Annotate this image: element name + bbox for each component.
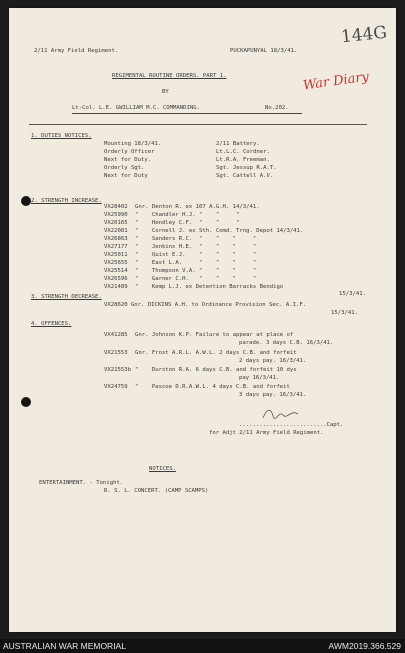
service-number: VX21553 [104,350,128,356]
entertainment-detail: R. S. L. CONCERT. (CAMP SCAMPS) [104,488,209,494]
duty-label: Next for Duty. [104,157,152,163]
service-number: VX26863 [104,236,128,242]
service-number: VX21489 [104,284,128,290]
offence-entry: " Durston R.A. 6 days C.B. and forfeit 10 dys [135,367,297,373]
service-number: VX25514 [104,268,128,274]
service-number: VX25655 [104,260,128,266]
archive-number-annotation: 144G [340,22,388,48]
duty-value: Lt.L.C. Cordner. [216,149,270,155]
by-word: BY [162,89,169,95]
strength-increase-heading: 2. STRENGTH INCREASE. [31,198,102,204]
offence-entry: parade. 3 days C.B. 16/3/41. [239,340,334,346]
personnel-entry: " Cornell J. ex Sth. Comd. Trng. Depot 14/3/41. [135,228,304,234]
war-diary-annotation: War Diary [302,69,370,94]
personnel-entry: " Chandler H.J. " " " [135,212,240,218]
personnel-entry: " Sanders R.C. " " " " [135,236,257,242]
duty-value: Lt.R.A. Freeman. [216,157,270,163]
duty-label: Next for Duty [104,173,148,179]
footer-bar [0,639,405,653]
duty-label: Mounting 18/3/41. [104,141,162,147]
signature-line: ..........................Capt. [239,422,344,428]
service-number: VX25011 [104,252,128,258]
personnel-entry: " East L.A. " " " " [135,260,257,266]
duty-value: 2/11 Battery. [216,141,260,147]
offence-entry: pay 16/3/41. [239,375,280,381]
service-number: VX25990 [104,212,128,218]
footer-institution: AUSTRALIAN WAR MEMORIAL [3,641,126,651]
personnel-entry: " Quist E.J. " " " " [135,252,257,258]
offence-entry: 2 days pay. 16/3/41. [239,358,307,364]
offence-entry: 3 days pay. 16/3/41. [239,392,307,398]
decrease-entry: VX28620 Gnr. DICKINS A.H. to Ordinance Provision Sec. A.I.F. [104,302,307,308]
signature-for: for Adjt 2/11 Army Field Regiment. [209,430,324,436]
entry-date: 15/3/41. [331,310,358,316]
header-divider [29,124,367,125]
duty-label: Orderly Officer [104,149,155,155]
personnel-entry: " Hendley C.F. " " " [135,220,240,226]
personnel-entry: " Kemp L.J. ex Detention Barracks Bendigo [135,284,284,290]
duty-value: Sgt. Jessup R.A.T. [216,165,277,171]
strength-decrease-heading: 3. STRENGTH DECREASE. [31,294,102,300]
service-number: VX27177 [104,244,128,250]
service-number: VX41285 [104,332,128,338]
commanding-officer: Lt-Col. L.E. GWILLIAM M.C. COMMANDING. [72,105,200,111]
offence-entry: Gnr. Frost A.R.L. A.W.L. 2 days C.B. and forfeit [135,350,297,356]
service-number: VX20165 [104,220,128,226]
entry-date: 15/3/41. [339,291,366,297]
offence-entry: " Pascoe D.R.A.W.L. 4 days C.B. and forfeit [135,384,290,390]
service-number: VX21553b [104,367,131,373]
personnel-entry: " Jenkins H.E. " " " " [135,244,257,250]
order-number: No.202. [265,105,289,111]
personnel-entry: " Thompson V.A. " " " " [135,268,257,274]
document-title: REGIMENTAL ROUTINE ORDERS. PART 1. [112,73,227,79]
service-number: VX28402 [104,204,128,210]
offence-entry: Gnr. Johnson K.P. Failure to appear at place of [135,332,294,338]
service-number: VX26596 [104,276,128,282]
duty-label: Orderly Sgt. [104,165,145,171]
offences-heading: 4. OFFENCES. [31,321,72,327]
personnel-entry: Gnr. Denton R. ex 107 A.G.H. 14/3/41. [135,204,260,210]
entertainment-line: ENTERTAINMENT. - Tonight. [39,480,124,486]
title-underline [72,113,302,114]
service-number: VX22081 [104,228,128,234]
document-page [9,8,396,632]
punch-hole-top [21,196,31,206]
footer-accession-number: AWM2019.366.529 [328,641,401,651]
notices-heading: NOTICES. [149,466,176,472]
unit-name: 2/11 Army Field Regiment. [34,48,119,54]
handwritten-signature-icon [261,406,301,422]
duty-value: Sgt. Cattell A.V. [216,173,274,179]
duties-heading: 1. DUTIES NOTICES. [31,133,92,139]
punch-hole-bottom [21,397,31,407]
service-number: VX24759 [104,384,128,390]
location-date: PUCKAPUNYAL 18/3/41. [230,48,298,54]
personnel-entry: " Garner C.H. " " " " [135,276,257,282]
